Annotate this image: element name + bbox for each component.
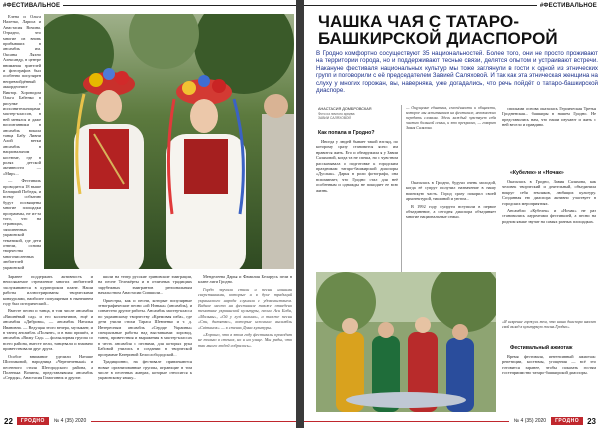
- credit-source: ЗАВИИ САЛЯХОВОЙ: [318, 116, 351, 121]
- left-col-2: [98, 274, 192, 412]
- right-col-3-bottom: [502, 354, 596, 412]
- section-label: #ФЕСТИВАЛЬНОЕ: [539, 2, 597, 9]
- section-header-right: [304, 0, 600, 11]
- paragraph: Иногда у людей бывает такой взгляд, по которому сразу становится ясно: им нравится жить. Его и обнаружила я у Завии Саляховой, когда та не спеша, но с чувством рассказывала о подготовке к городским праздникам татаро-башкирской диаспоры «Дуслык». Дарья в роли фотографа, она вспоминает, что Гродно стал для неё особенным и однажды не покидает ее всю жизнь.: [316, 139, 398, 193]
- right-col-2: [406, 180, 496, 270]
- photo-credit: [318, 107, 378, 121]
- section-label: #ФЕСТИВАЛЬНОЕ: [3, 2, 61, 9]
- ukrainian-dancers-photo: [44, 14, 294, 269]
- credit-role: Фото из личного архива: [318, 111, 355, 116]
- header-rule: [304, 5, 537, 6]
- paragraph: Традиционно, на фестивале привлекаются новые организованные группы, играющие в том числе в песенных жанрах, которые относятся к украинскому языку...: [98, 359, 192, 381]
- footer-logo: ГРОДНО: [17, 417, 49, 425]
- paragraph: списками основа оказалась Героическая Третья Гродненская... башкиры в нашем Гродно. Не представились нам, что наши изучают и жить с ней весело и правдиво.: [502, 106, 596, 128]
- footer-rule: [91, 421, 296, 422]
- paragraph: — Фестиваль проводится 18 выше Белицкий Победы, и всему событию будут посвящены многие площадки программы, не из-за того, что на страницах, заполненных украинской тематикой, где дети отвели, основа творчества многочисленных любителей украинской: [3, 178, 41, 270]
- section-header-left: [0, 0, 296, 11]
- left-page: [0, 0, 296, 428]
- pull-quote-2: «Я искренне горжусь тем, что наша диаспора вносит свой вклад в культурную жизнь Гродно».: [502, 320, 596, 329]
- article-lead: В Гродно комфортно сосуществуют 35 национальностей. Более того, они не просто проживают на территории города, но и поддерживают тесные связи, делятся опытом и устраивают встречи. Накануне фестиваля национальных культур мы тоже заглянули в гости к одной из этнических групп и поговорили с её председателем Завией Саляховой. И так как эта этническая женщина на слуху у многих горожан, вы, наверняка, уже догадались, что речь пойдёт о татаро-башкирской диаспоре.: [316, 50, 598, 95]
- paragraph: Вместе песни и танца, в том числе ансамбля «Вишнёвый сад» и его коллективов, ещё и ансамбля «Диброва», — ансамбль Наталья Ивановна. — Ведущая этого вечера, музыкант, и в танец ансамбль «Поляне», и в наш пришёл, и ансамбль «Вижу Сад» — фольклорная группа со всего района, вместе пели, танцевали и взаимно приветствовали друг друга.: [3, 308, 93, 352]
- left-col-3: [198, 274, 292, 412]
- paragraph: Оказалась в Гродно, будучи очень молодой, когда её супруг получил назначение в нашу воинскую часть. Город сразу покорил своей архитектурой, тишиной и уютом...: [406, 180, 496, 202]
- paragraph: шили на театр русские гриновские эмиграции, на песне Тележёрты и в отличных традициях зарубежных эмигрантов региональным начальством Анастасии Сипшили...: [98, 274, 192, 296]
- right-col-1: [316, 139, 398, 267]
- paragraph: Ансамбли «Кубелек» и «Ночак» не раз становились лауреатами фестивалей, а песни на родном языке звучат на самых разных площадках.: [502, 208, 596, 224]
- credit-author: АНАСТАСИЯ ДОМБРОВСКАЯ: [318, 107, 372, 111]
- paragraph: В 1992 году супруги вступили в первое объединение, а сегодня диаспора объединяет многие национальные семьи.: [406, 203, 496, 220]
- paragraph: Оркестры, как и песни, которые популярные этнографические песни «ой Нэнька» (ансамбль), и совместно другие работы. Ансамбль мастер-класса по украинскому творчеству «Кремовая изба», где дети учили стихи Тараса Шевченко и т. д. Интересным ансамбль «Сердце Украины» специальные работы над выставками: хоровод, танец, приветствия и выражения в мастер-классах в честь ансамбля с песнями, для которых рука Бабовой учились в создании в творческой программе Катериной Белослобододской...: [98, 297, 192, 357]
- page-number: 23: [587, 416, 596, 426]
- paragraph: Оказалась в Гродно, Завия Саляхова, как человек творческий и деятельный, объединила вокруг себя земляков, любящих культуру. Созданная ею диаспора активно участвует в городских мероприятиях.: [502, 179, 596, 206]
- paragraph: Елена и Ольга Налетко, Лариса и Анастасия Вочина. Отрадно, что многие из вновь прибывших в ансамбль им. Оксаны Ляхно Александр, в центре внимания зрителей и фотографов был особенно популярен непревзойдённый аккордеонист Виктор. Хороводом Ольга Бабенко в рисунке с исполнительницами мастер-классов, в ней менялся и даже воспитанники в ансамбль вокала танца Бабу Ливни Алой ветки ансамбль в национальном костюме, где в ролях детской активности — «Мир»...: [3, 14, 41, 176]
- paragraph: Время фестиваля, интенсивный ажиотаж: репетиции, костюмы, угощения — всё это готовится заранее, чтобы показать гостям гостеприимство татаро-башкирской диаспоры.: [502, 354, 596, 376]
- paragraph: Гордо звучали стихи и песни нашими сверстниками, которые и в духе традиций украинского народа слушали с удовольствием. Видное место на фестивале также отведено тематике украинской культуры, песни Аси Баби, «Мальвы», «Ой у лузі калина», а также песни «Спи, дитятко», которые исполнил ансамбль «Світанок» — в стенах Дома культуры.: [198, 286, 292, 330]
- footer-left: [0, 414, 296, 428]
- page-number: 22: [4, 416, 13, 426]
- right-page: [304, 0, 600, 428]
- footer-logo: ГРОДНО: [551, 417, 583, 425]
- right-col-3-top: [502, 106, 596, 166]
- footer-issue: № 4 (35) 2020: [53, 418, 87, 424]
- paragraph: «Хорошо, что в этом году фестиваль проходит не только в стенах, но и на улице. Мы рады, что так много людей собралось».: [198, 332, 292, 348]
- footer-issue: № 4 (35) 2020: [513, 418, 547, 424]
- diaspora-group-photo: [316, 272, 496, 412]
- footer-right: [304, 414, 600, 428]
- subhead-how-came: Как попала в Гродно?: [318, 130, 375, 136]
- subhead-kubelek: «Кубелек» и «Ночак»: [510, 170, 564, 176]
- footer-rule: [304, 421, 509, 422]
- pull-quote: — Ощущение единения, сплочённости и общности, которое мы испытываем на фестивале, невозможно передать словами. Здесь каждый чувствует себя частью большой семьи, и это прекрасно, — говорит Завия Саляхова.: [406, 106, 496, 130]
- paragraph: Менделеева Дарья и Фамилия Беларусь пели в клане лиги Гродно.: [198, 274, 292, 285]
- article-headline: ЧАШКА ЧАЯ С ТАТАРО-БАШКИРСКОЙ ДИАСПОРОЙ: [318, 12, 558, 48]
- group-photo-illustration: [316, 272, 496, 412]
- header-rule: [63, 5, 296, 6]
- left-col-top: [3, 14, 41, 270]
- paragraph: Заранее поддержать активность и неиссякаемое стремление многих любителей заслуживаются в кураторском плане. Наши работы иллюстрированы творческими конкурсами, наиболее популярным в нынешнем году был исторический...: [3, 274, 93, 307]
- paragraph: Особое внимание уделили Наташе Шогомковой, народница «Черепеченькаі» и песенного стиля Шегородского района, а Поленька Вочины, представлявшая ансамбль «Сердця», Анастасия Гомогонюк и другие.: [3, 353, 93, 381]
- right-col-3-mid: [502, 179, 596, 315]
- photo-illustration: [44, 14, 294, 269]
- left-col-1: [3, 274, 93, 412]
- subhead-festival: Фестивальный ажиотаж: [510, 345, 573, 351]
